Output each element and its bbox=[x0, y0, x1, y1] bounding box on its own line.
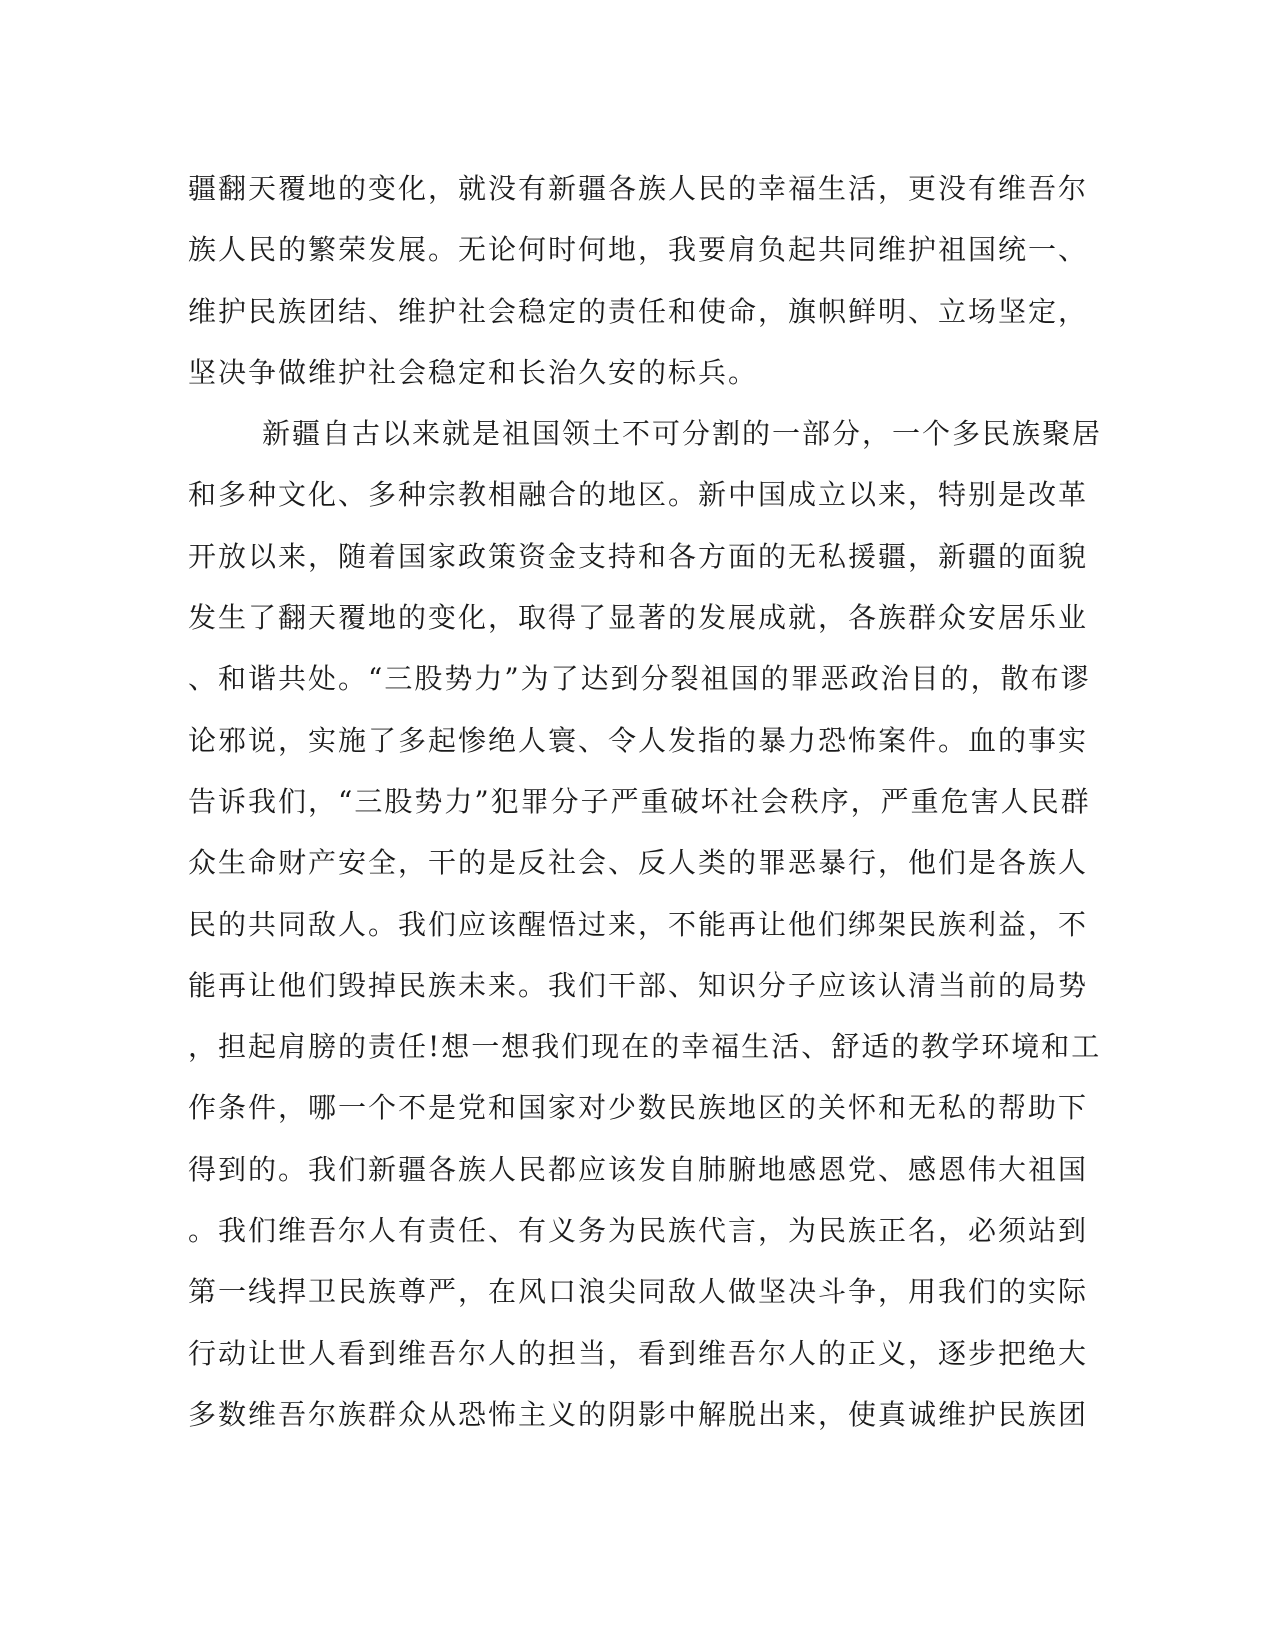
text-line: 开放以来，随着国家政策资金支持和各方面的无私援疆，新疆的面貌 bbox=[188, 539, 1089, 573]
text-line: 坚决争做维护社会稳定和长治久安的标兵。 bbox=[188, 355, 759, 389]
text-line: 和多种文化、多种宗教相融合的地区。新中国成立以来，特别是改革 bbox=[188, 478, 1089, 512]
text-line: 作条件，哪一个不是党和国家对少数民族地区的关怀和无私的帮助下 bbox=[188, 1091, 1089, 1125]
text-line: 民的共同敌人。我们应该醒悟过来，不能再让他们绑架民族利益，不 bbox=[188, 907, 1089, 941]
text-line: 。我们维吾尔人有责任、有义务为民族代言，为民族正名，必须站到 bbox=[188, 1214, 1089, 1248]
text-line: 论邪说，实施了多起惨绝人寰、令人发指的暴力恐怖案件。血的事实 bbox=[188, 723, 1089, 757]
text-line: 发生了翻天覆地的变化，取得了显著的发展成就，各族群众安居乐业 bbox=[188, 601, 1089, 635]
paragraph-2 bbox=[188, 403, 1103, 1445]
text-line: 、和谐共处。“三股势力”为了达到分裂祖国的罪恶政治目的，散布谬 bbox=[188, 662, 1091, 696]
document-body bbox=[188, 158, 1103, 1445]
paragraph-1 bbox=[188, 158, 1088, 403]
text-line: 得到的。我们新疆各族人民都应该发自肺腑地感恩党、感恩伟大祖国 bbox=[188, 1152, 1089, 1186]
text-line: 维护民族团结、维护社会稳定的责任和使命，旗帜鲜明、立场坚定， bbox=[188, 294, 1089, 328]
text-line: ，担起肩膀的责任!想一想我们现在的幸福生活、舒适的教学环境和工 bbox=[188, 1030, 1102, 1064]
text-line: 疆翻天覆地的变化，就没有新疆各族人民的幸福生活，更没有维吾尔 bbox=[188, 172, 1089, 205]
text-line: 第一线捍卫民族尊严，在风口浪尖同敌人做坚决斗争，用我们的实际 bbox=[188, 1275, 1089, 1309]
text-line: 新疆自古以来就是祖国领土不可分割的一部分，一个多民族聚居 bbox=[262, 417, 1103, 451]
text-line: 多数维吾尔族群众从恐怖主义的阴影中解脱出来，使真诚维护民族团 bbox=[188, 1397, 1089, 1431]
text-line: 众生命财产安全，干的是反社会、反人类的罪恶暴行，他们是各族人 bbox=[188, 846, 1089, 880]
text-line: 能再让他们毁掉民族未来。我们干部、知识分子应该认清当前的局势 bbox=[188, 968, 1089, 1002]
text-line: 族人民的繁荣发展。无论何时何地，我要肩负起共同维护祖国统一、 bbox=[188, 233, 1089, 267]
text-line: 告诉我们，“三股势力”犯罪分子严重破坏社会秩序，严重危害人民群 bbox=[188, 784, 1091, 818]
text-line: 行动让世人看到维吾尔人的担当，看到维吾尔人的正义，逐步把绝大 bbox=[188, 1336, 1089, 1370]
